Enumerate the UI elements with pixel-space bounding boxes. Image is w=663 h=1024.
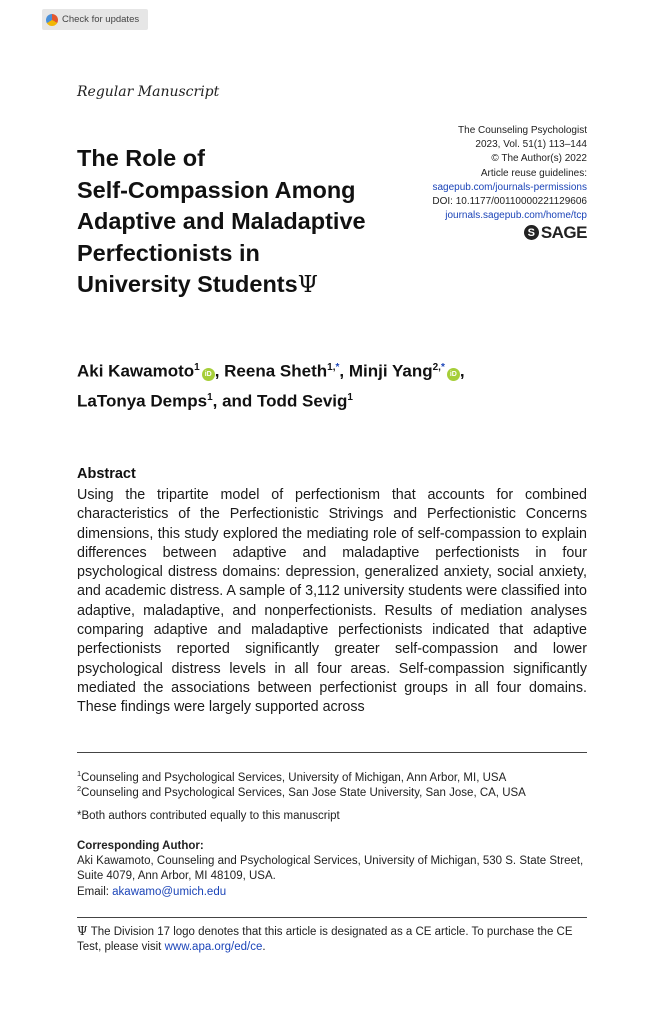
sage-wordmark: SAGE [540, 222, 587, 242]
author-name: Reena Sheth [224, 361, 328, 381]
apa-ce-link[interactable]: www.apa.org/ed/ce [164, 941, 263, 954]
corresponding-address: Aki Kawamoto, Counseling and Psychological Services, University of Michigan, 530 S. State Street, Suite 4079, Ann Arbor, MI 48109, USA. [77, 855, 584, 883]
abstract-heading: Abstract [77, 466, 136, 482]
division17-icon: Ψ [77, 924, 88, 938]
sage-logo [432, 222, 587, 242]
orcid-icon[interactable]: iD [447, 368, 460, 381]
sage-logo-icon: S [524, 225, 539, 240]
email-link[interactable]: akawamo@umich.edu [112, 885, 227, 898]
journal-name: The Counseling Psychologist [458, 125, 587, 136]
doi: DOI: 10.1177/00110000221129606 [432, 196, 587, 208]
journal-home-link[interactable]: journals.sagepub.com/home/tcp [445, 210, 587, 222]
ce-divider [77, 917, 587, 918]
equal-contribution-note: *Both authors contributed equally to this manuscript [77, 810, 340, 822]
equal-contribution-star[interactable]: * [440, 362, 445, 373]
reuse-label: Article reuse guidelines: [480, 167, 587, 179]
author-name: Aki Kawamoto [77, 361, 195, 381]
update-icon [46, 14, 58, 26]
copyright: © The Author(s) 2022 [491, 153, 587, 165]
orcid-icon[interactable]: iD [202, 368, 215, 381]
journal-meta [432, 124, 587, 240]
author-list: Aki Kawamoto$^1$iD , Reena Sheth$^{1,*}$, Minji Yang$^{2,*}$iD , LaTonya Demps$^1$, and Todd Sevig$^1$ [77, 361, 465, 411]
check-for-updates-badge[interactable] [42, 9, 148, 30]
affiliation-2: $^2$Counseling and Psychological Services, San Jose State University, San Jose, CA, USA [77, 784, 526, 799]
email-label: Email: [77, 885, 109, 898]
division17-icon: Ψ [297, 272, 318, 298]
affiliation-1: $^1$Counseling and Psychological Services, University of Michigan, Ann Arbor, MI, USA [77, 769, 507, 784]
journal-volume: 2023, Vol. 51(1) 113–144 [475, 139, 587, 151]
ce-note: Ψ The Division 17 logo denotes that this article is designated as a CE article. To purchase the CE Test, please visit www.apa.org/ed/ce. [77, 924, 573, 954]
corresponding-heading: Corresponding Author: [77, 840, 204, 852]
author-name: LaTonya Demps [77, 391, 208, 411]
author-name: Minji Yang [348, 361, 433, 381]
permissions-link[interactable]: sagepub.com/journals-permissions [432, 181, 587, 193]
section-label: Regular Manuscript [77, 84, 220, 100]
equal-contribution-star[interactable]: * [335, 362, 340, 373]
article-title: The Role of Self-Compassion Among Adaptive and Maladaptive Perfectionists in University StudentsΨ [77, 145, 366, 298]
abstract-text: Using the tripartite model of perfectionism that accounts for combined characteristics of the Perfectionistic Strivings and Perfectionistic Concerns dimensions, this study explored the mediating role of self-compassion to explain differences between adaptive and maladaptive perfectionists in four psychological distress domains: depression, generalized anxiety, social anxiety, and academic distress. A sample of 3,112 university students were classified into adaptive, maladaptive, and nonperfectionists. Results of mediation analyses comparing adaptive and maladaptive perfectionists indicated that adaptive perfectionists reported significantly greater self-compassion and lower psychological distress levels in all four areas. Self-compassion significantly mediated the associations between perfectionist groups in all four domains. These findings were largely supported across [77, 487, 587, 716]
check-for-updates-label: Check for updates [62, 14, 140, 25]
author-name: Todd Sevig [257, 391, 348, 411]
footnote-divider [77, 752, 587, 753]
corresponding-author [77, 839, 587, 900]
